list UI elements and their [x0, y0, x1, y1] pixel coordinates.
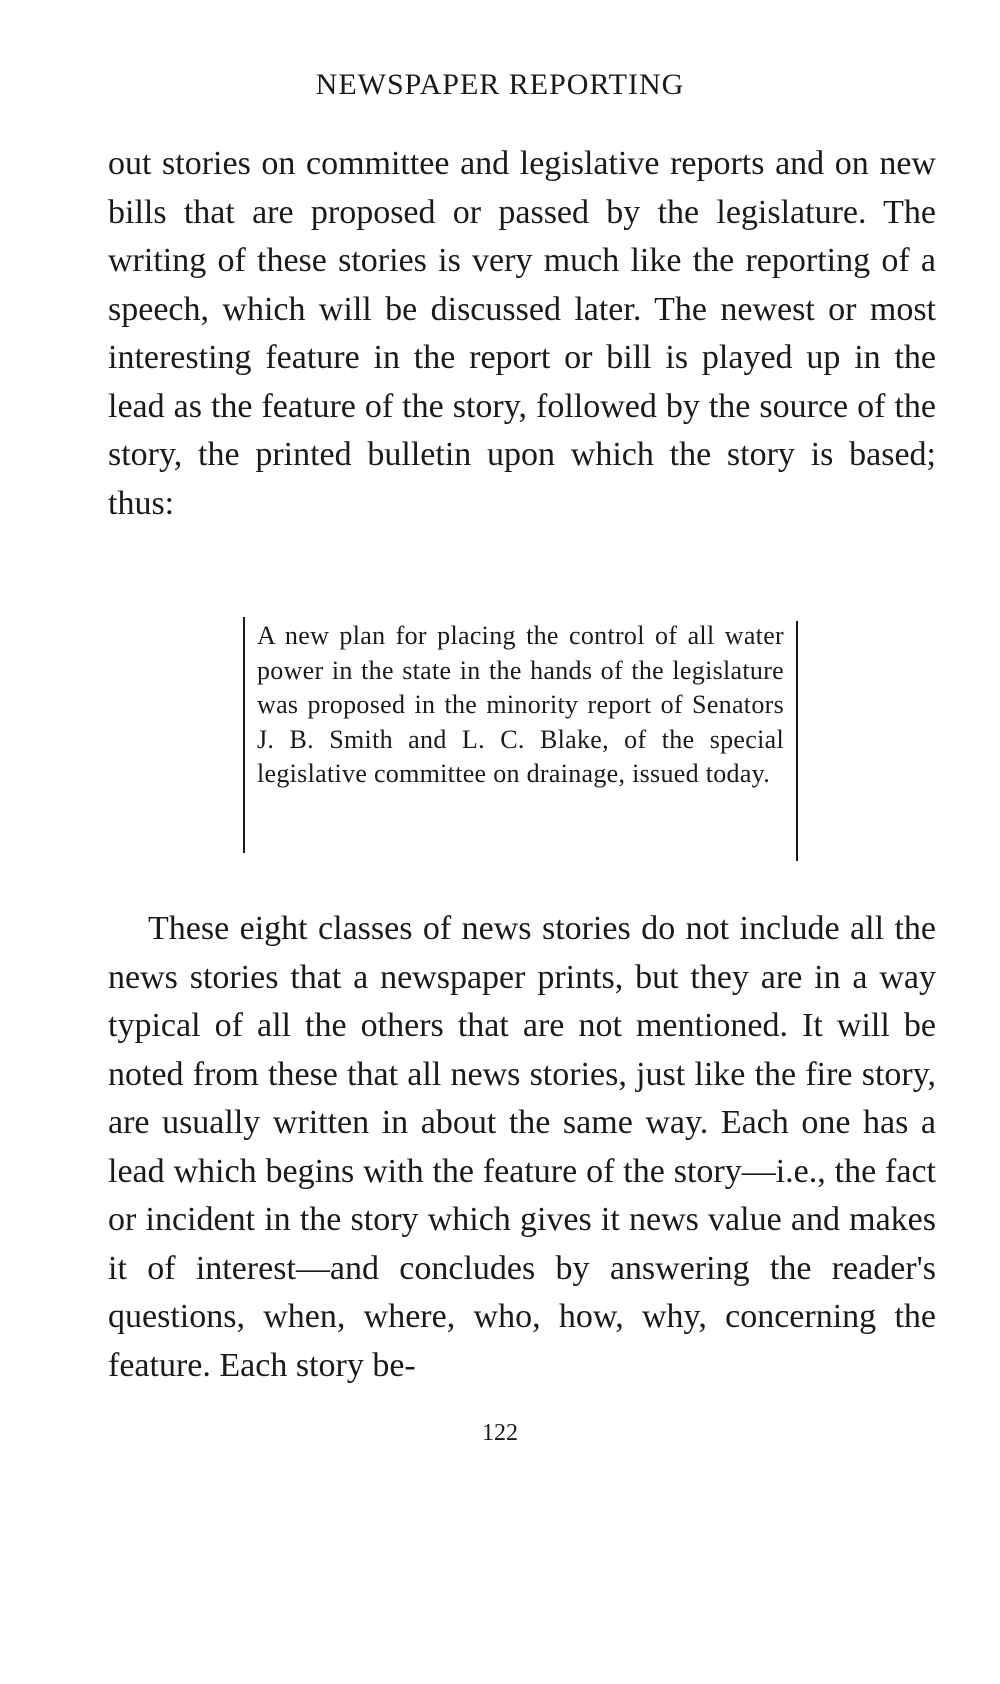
body-paragraph-1 [108, 140, 936, 528]
quote-text: A new plan for placing the control of all water power in the state in the hands of the legislature was proposed in the minority report of Senators J. B. Smith and L. C. Blake, of the special legislative committee on drainage, issued today. [257, 621, 784, 788]
quote-rule-left [243, 617, 245, 853]
block-quote [243, 617, 798, 862]
quote-rule-right [796, 621, 798, 861]
running-head: NEWSPAPER REPORTING [315, 68, 685, 101]
body-paragraph-2 [108, 905, 936, 1390]
page-number: 122 [482, 1420, 518, 1446]
paragraph-text: out stories on committee and legislative reports and on new bills that are proposed or passed by the legislature. The writing of these stories is very much like the reporting of a speech, which will be discussed later. The newest or most interesting feature in the report or bill is played up in the lead as the feature of the story, followed by the source of the story, the printed bulletin upon which the story is based; thus: [108, 145, 936, 522]
paragraph-text: These eight classes of news stories do not include all the news stories that a newspaper prints, but they are in a way typical of all the others that are not mentioned. It will be noted from these that all news stories, just like the fire story, are usually written in about the same way. Each one has a lead which begins with the feature of the story—i.e., the fact or incident in the story which gives it news value and makes it of interest—and concludes by answering the reader's questions, when, where, who, how, why, concerning the feature. Each story be- [108, 910, 936, 1384]
